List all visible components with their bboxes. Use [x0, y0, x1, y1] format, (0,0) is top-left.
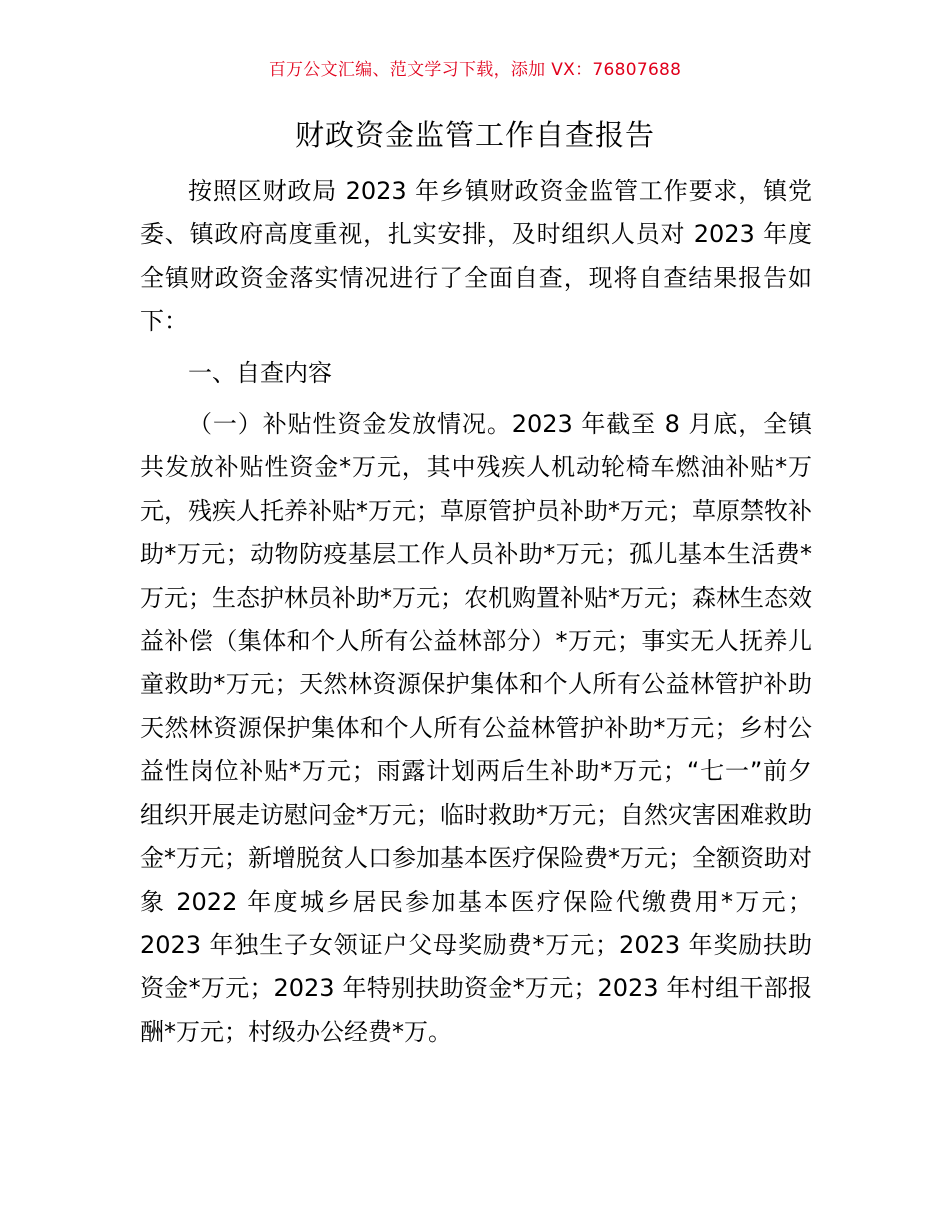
document-title: 财政资金监管工作自查报告	[294, 118, 655, 152]
document-body	[140, 170, 812, 1054]
intro-paragraph: 按照区财政局 2023 年乡镇财政资金监管工作要求，镇党委、镇政府高度重视，扎实安排，及时组织人员对 2023 年度全镇财政资金落实情况进行了全面自查，现将自查结果报告如下：	[140, 177, 812, 336]
section-heading-self-inspection: 一、自查内容	[188, 358, 332, 387]
promo-header-note: 百万公文汇编、范文学习下载，添加 VX：76807688	[268, 60, 682, 80]
subsidy-paragraph: （一）补贴性资金发放情况。2023 年截至 8 月底，全镇共发放补贴性资金*万元，其中残疾人机动轮椅车燃油补贴*万元，残疾人托养补贴*万元；草原管护员补助*万元；草原禁牧补助*万元；动物防疫基层工作人员补助*万元；孤儿基本生活费*万元；生态护林员补助*万元；农机购置补贴*万元；森林生态效益补偿（集体和个人所有公益林部分）*万元；事实无人抚养儿童救助*万元；天然林资源保护集体和个人所有公益林管护补助天然林资源保护集体和个人所有公益林管护补助*万元；乡村公益性岗位补贴*万元；雨露计划两后生补助*万元；“七一”前夕组织开展走访慰问金*万元；临时救助*万元；自然灾害困难救助金*万元；新增脱贫人口参加基本医疗保险费*万元；全额资助对象 2022 年度城乡居民参加基本医疗保险代缴费用*万元；2023 年独生子女领证户父母奖励费*万元；2023 年奖励扶助资金*万元；2023 年特别扶助资金*万元；2023 年村组干部报酬*万元；村级办公经费*万。	[140, 410, 812, 1046]
